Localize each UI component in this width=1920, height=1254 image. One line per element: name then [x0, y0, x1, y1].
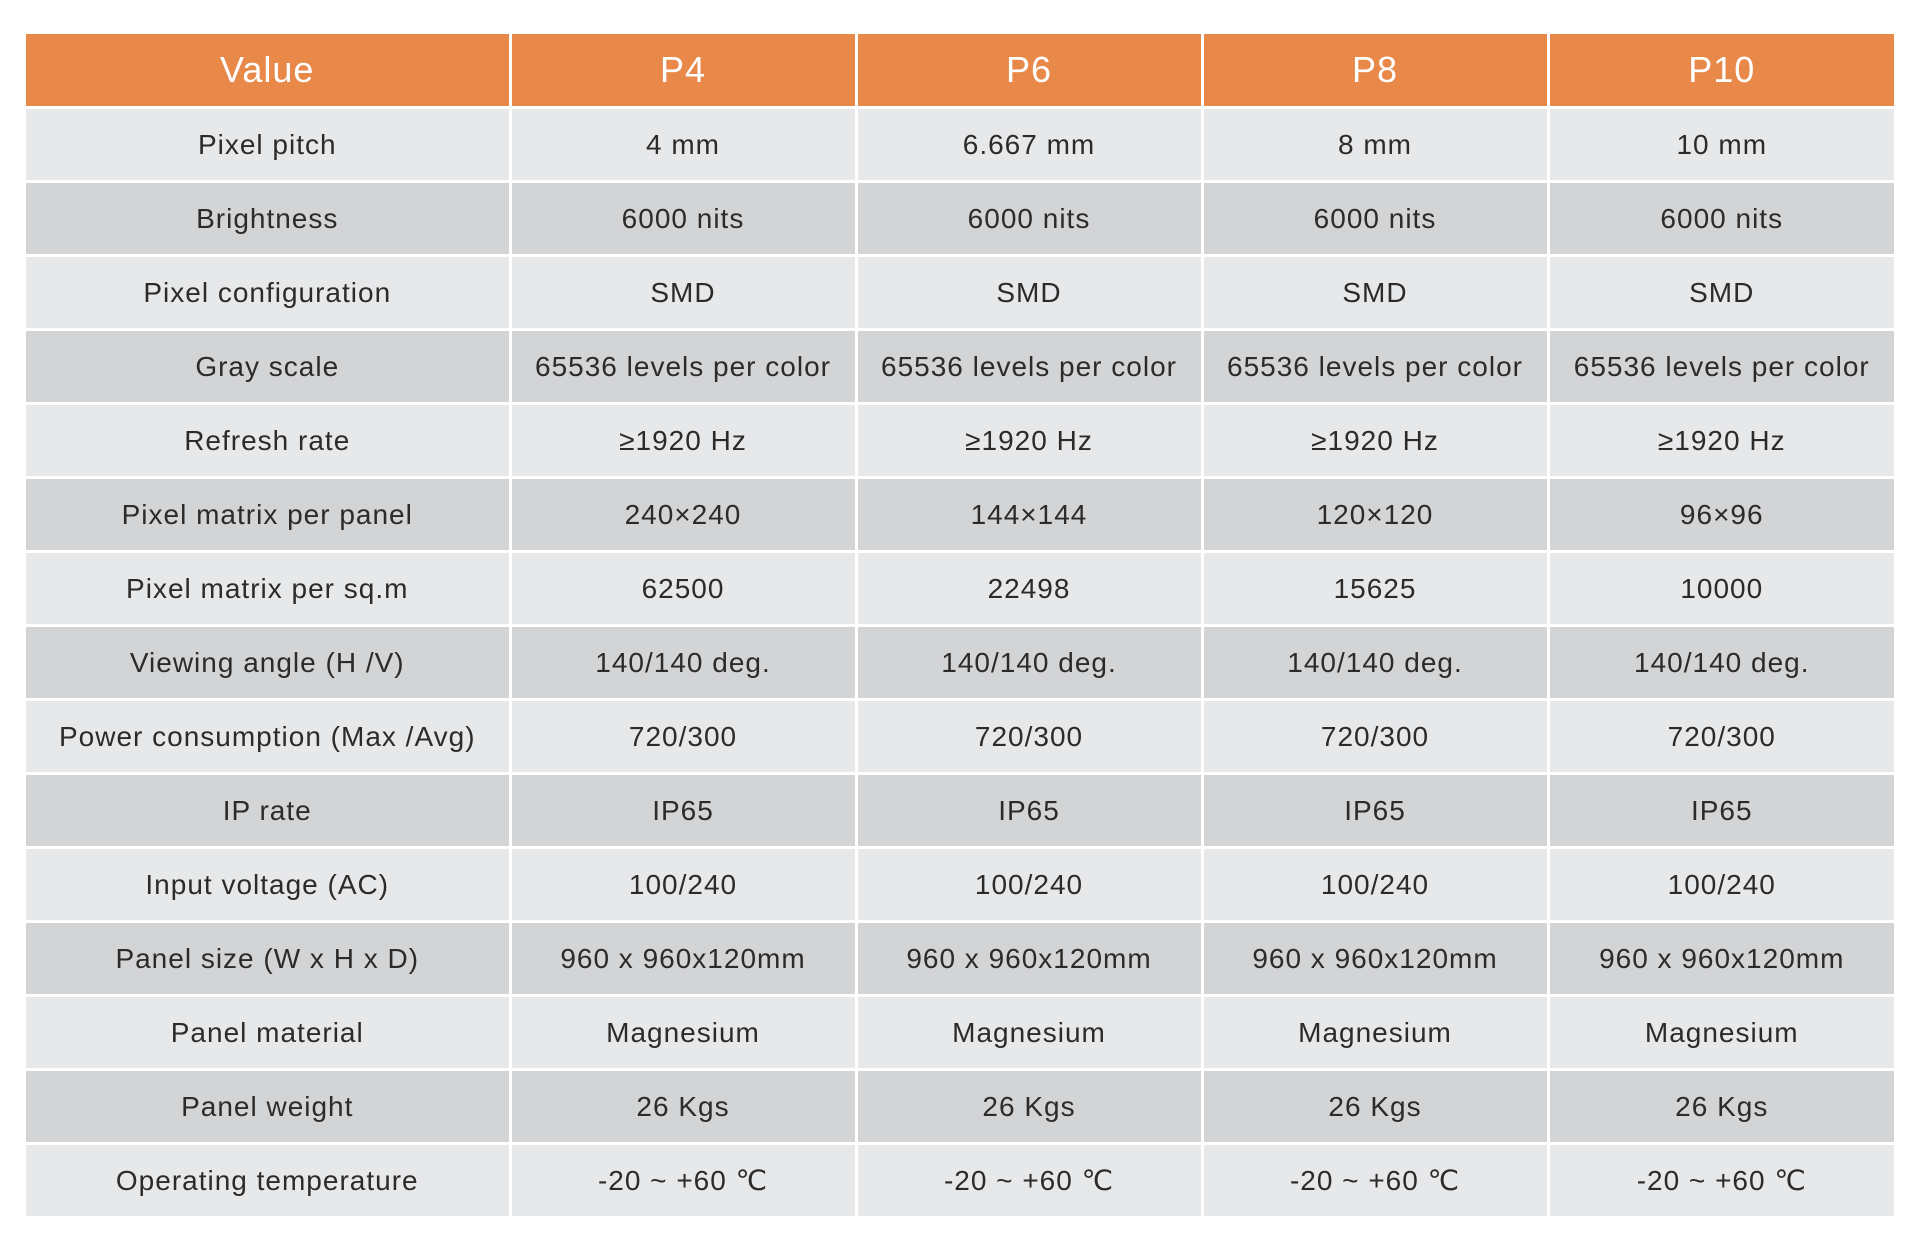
value-cell: 26 Kgs	[856, 1070, 1202, 1144]
table-row	[26, 848, 1894, 922]
value-cell: Magnesium	[1202, 996, 1548, 1070]
value-cell: ≥1920 Hz	[1548, 404, 1894, 478]
row-label: Pixel configuration	[26, 256, 510, 330]
value-cell: -20 ~ +60 ℃	[856, 1144, 1202, 1217]
table-row	[26, 404, 1894, 478]
value-cell: 140/140 deg.	[856, 626, 1202, 700]
value-cell: 65536 levels per color	[856, 330, 1202, 404]
row-label: Panel weight	[26, 1070, 510, 1144]
value-cell: 720/300	[1202, 700, 1548, 774]
value-cell: 100/240	[1202, 848, 1548, 922]
table-row	[26, 552, 1894, 626]
value-cell: 65536 levels per color	[1548, 330, 1894, 404]
header-cell-p8: P8	[1202, 34, 1548, 108]
table-row	[26, 182, 1894, 256]
value-cell: 65536 levels per color	[510, 330, 856, 404]
value-cell: 10000	[1548, 552, 1894, 626]
value-cell: IP65	[510, 774, 856, 848]
table-row	[26, 1070, 1894, 1144]
value-cell: 960 x 960x120mm	[1548, 922, 1894, 996]
value-cell: Magnesium	[856, 996, 1202, 1070]
value-cell: 140/140 deg.	[510, 626, 856, 700]
table-row	[26, 700, 1894, 774]
value-cell: SMD	[1548, 256, 1894, 330]
table-row	[26, 922, 1894, 996]
header-cell-p6: P6	[856, 34, 1202, 108]
value-cell: 26 Kgs	[510, 1070, 856, 1144]
value-cell: 720/300	[856, 700, 1202, 774]
spec-table	[26, 34, 1894, 1216]
row-label: Power consumption (Max /Avg)	[26, 700, 510, 774]
table-row	[26, 256, 1894, 330]
value-cell: 4 mm	[510, 108, 856, 182]
value-cell: SMD	[510, 256, 856, 330]
header-row	[26, 34, 1894, 108]
value-cell: IP65	[1548, 774, 1894, 848]
row-label: Gray scale	[26, 330, 510, 404]
row-label: Operating temperature	[26, 1144, 510, 1217]
row-label: Viewing angle (H /V)	[26, 626, 510, 700]
value-cell: 8 mm	[1202, 108, 1548, 182]
value-cell: ≥1920 Hz	[856, 404, 1202, 478]
value-cell: 15625	[1202, 552, 1548, 626]
value-cell: 10 mm	[1548, 108, 1894, 182]
value-cell: 62500	[510, 552, 856, 626]
header-cell-p10: P10	[1548, 34, 1894, 108]
row-label: Pixel matrix per sq.m	[26, 552, 510, 626]
value-cell: 120×120	[1202, 478, 1548, 552]
value-cell: Magnesium	[510, 996, 856, 1070]
value-cell: 100/240	[1548, 848, 1894, 922]
row-label: Panel size (W x H x D)	[26, 922, 510, 996]
value-cell: ≥1920 Hz	[510, 404, 856, 478]
value-cell: 960 x 960x120mm	[856, 922, 1202, 996]
table-body	[26, 108, 1894, 1217]
value-cell: 26 Kgs	[1202, 1070, 1548, 1144]
value-cell: Magnesium	[1548, 996, 1894, 1070]
row-label: Pixel pitch	[26, 108, 510, 182]
value-cell: 720/300	[510, 700, 856, 774]
value-cell: SMD	[856, 256, 1202, 330]
row-label: Brightness	[26, 182, 510, 256]
table-row	[26, 774, 1894, 848]
value-cell: 6000 nits	[1202, 182, 1548, 256]
value-cell: 100/240	[856, 848, 1202, 922]
value-cell: IP65	[1202, 774, 1548, 848]
value-cell: SMD	[1202, 256, 1548, 330]
table-row	[26, 1144, 1894, 1217]
header-cell-p4: P4	[510, 34, 856, 108]
value-cell: -20 ~ +60 ℃	[1202, 1144, 1548, 1217]
value-cell: 100/240	[510, 848, 856, 922]
table-row	[26, 108, 1894, 182]
value-cell: 26 Kgs	[1548, 1070, 1894, 1144]
table-row	[26, 478, 1894, 552]
value-cell: -20 ~ +60 ℃	[1548, 1144, 1894, 1217]
value-cell: 960 x 960x120mm	[1202, 922, 1548, 996]
table-row	[26, 996, 1894, 1070]
value-cell: ≥1920 Hz	[1202, 404, 1548, 478]
value-cell: IP65	[856, 774, 1202, 848]
row-label: IP rate	[26, 774, 510, 848]
row-label: Pixel matrix per panel	[26, 478, 510, 552]
value-cell: 6000 nits	[1548, 182, 1894, 256]
table-row	[26, 330, 1894, 404]
value-cell: 65536 levels per color	[1202, 330, 1548, 404]
table-row	[26, 626, 1894, 700]
row-label: Input voltage (AC)	[26, 848, 510, 922]
value-cell: 6000 nits	[510, 182, 856, 256]
value-cell: 140/140 deg.	[1202, 626, 1548, 700]
value-cell: 6000 nits	[856, 182, 1202, 256]
value-cell: -20 ~ +60 ℃	[510, 1144, 856, 1217]
header-cell-value: Value	[26, 34, 510, 108]
value-cell: 144×144	[856, 478, 1202, 552]
row-label: Refresh rate	[26, 404, 510, 478]
value-cell: 140/140 deg.	[1548, 626, 1894, 700]
row-label: Panel material	[26, 996, 510, 1070]
value-cell: 22498	[856, 552, 1202, 626]
value-cell: 720/300	[1548, 700, 1894, 774]
value-cell: 960 x 960x120mm	[510, 922, 856, 996]
value-cell: 96×96	[1548, 478, 1894, 552]
value-cell: 6.667 mm	[856, 108, 1202, 182]
value-cell: 240×240	[510, 478, 856, 552]
